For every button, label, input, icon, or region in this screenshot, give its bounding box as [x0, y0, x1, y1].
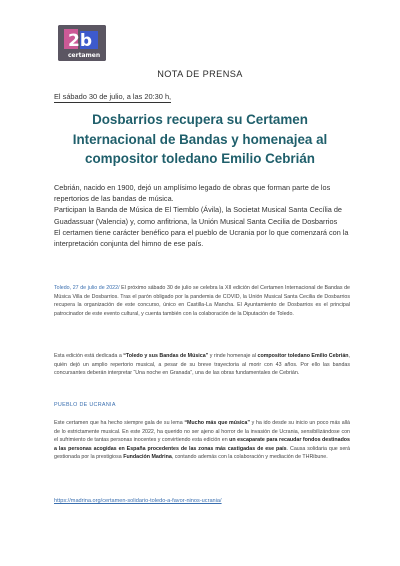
- bold-text: compositor toledano Emilio Cebrián: [257, 353, 349, 359]
- paragraph-text: , contando además con la colaboración y mediación de THRibune.: [171, 454, 328, 461]
- dateline: Toledo, 27 de julio de 2022/: [54, 285, 120, 291]
- event-date-line: El sábado 30 de julio, a las 20:30 h,: [54, 92, 172, 101]
- paragraph-text: Esta edición está dedicada a: [54, 353, 124, 359]
- body-paragraph-1: [54, 284, 350, 318]
- lead-paragraph: El certamen tiene carácter benéfico para el pueblo de Ucrania por lo que comenzará con la interpretación conjunta del himno de ese país.: [54, 227, 349, 249]
- body-paragraph-3: [54, 419, 350, 462]
- lead-paragraph: Cebrián, nacido en 1900, dejó un amplísimo legado de obras que forman parte de los repertorios de las bandas de música.: [54, 183, 331, 204]
- bold-text: “Mucho más que música”: [184, 420, 250, 426]
- certamen-logo: [58, 25, 106, 61]
- lead-summary: [54, 182, 350, 249]
- paragraph-text: , quién dejó un amplio repertorio musical, a pesar de su breve trayectoria al morir con 43 años. Por ello las bandas concursantes deberán interpretar “Una noche en Granada”, una de las obras fundamentales de Cebrián.: [54, 353, 350, 377]
- paragraph-text: y rinde homenaje al: [208, 353, 258, 359]
- bold-text: Fundación Madrina: [123, 454, 172, 461]
- headline: Dosbarrios recupera su Certamen Internacional de Bandas y homenajea al compositor toledano Emilio Cebrián: [72, 112, 328, 166]
- lead-paragraph: Participan la Banda de Música de El Tiemblo (Ávila), la Societat Musical Santa Cecília de Guadassuar (Valencia) y, como anfitriona, la Unión Musical Santa Cecilia de Dosbarrios: [54, 205, 342, 226]
- body-paragraph-2: [54, 352, 350, 378]
- logo-graphic: [58, 25, 106, 61]
- bold-text: un escaparate para recaudar fondos destinados a las personas acogidas en España procedentes de las zonas más castigadas de ese país: [54, 437, 350, 452]
- logo-text: 2b: [68, 31, 92, 51]
- fundacion-madrina-link[interactable]: https://madrina.org/certamen-solidario-toledo-a-favor-ninos-ucrania/: [54, 498, 222, 504]
- paragraph-text: y ha ido desde su inicio un poco más allá de lo estrictamente musical. En este 2022, ha querido no ser ajeno al horror de la invasión de Ucrania, sensibilizándose con el sufrimiento de tantas personas inocentes y convirtiendo esta edición en: [54, 420, 350, 444]
- section-heading: PUEBLO DE UCRANIA: [54, 402, 116, 408]
- paragraph-text: . Causa solidaria que será gestionada por la prestigiosa: [54, 445, 350, 461]
- bold-text: “Toledo y sus Bandas de Música”: [123, 353, 209, 359]
- press-release-title: NOTA DE PRENSA: [157, 69, 243, 79]
- logo-caption: certamen: [68, 52, 101, 59]
- paragraph-text: El próximo sábado 30 de julio se celebra la XII edición del Certamen Internacional de Bandas de Música Villa de Dosbarrios. Tras el parón obligado por la pandemia de COVID, la Unión Musical Santa Cecilia de Dosbarrios recupera la organización de este concurso, único en Castilla-La Mancha. El Ayuntamiento de Dosbarrios es el principal patrocinador de este evento cultural, y cuenta también con la colaboración de la Diputación de Toledo.: [54, 285, 351, 317]
- paragraph-text: Este certamen que ha hecho siempre gala de su lema: [54, 420, 185, 426]
